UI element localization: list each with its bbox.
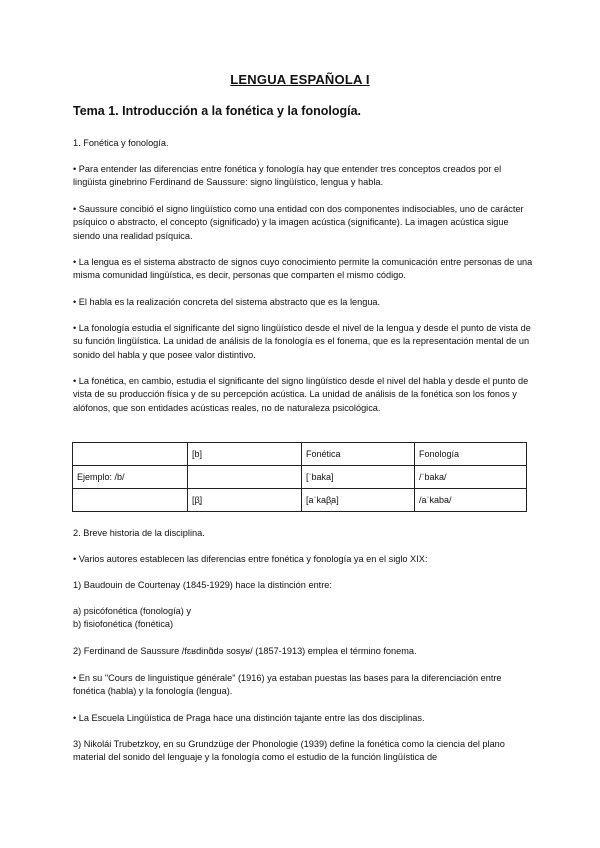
paragraph-bullet: • El habla es la realización concreta del sistema abstracto que es la lengua. — [73, 297, 381, 307]
table-cell: /aˈkaba/ — [415, 489, 527, 512]
table-row — [73, 489, 527, 512]
table-cell — [188, 466, 302, 489]
table-cell: [aˈkaβ̞a] — [302, 489, 415, 512]
table-cell: Ejemplo: /b/ — [73, 466, 188, 489]
document-title: LENGUA ESPAÑOLA I — [230, 72, 370, 87]
table-cell: Fonética — [302, 443, 415, 466]
table-cell — [73, 489, 188, 512]
paragraph-bullet: • En su "Cours de linguistique générale" (1916) ya estaban puestas las bases para la diferenciación entre fonética (habla) y la fonología (lengua). — [73, 673, 502, 697]
paragraph-bullet: • La fonología estudia el significante del signo lingüístico desde el nivel de la lengua y desde el punto de vista de su función lingüística. La unidad de análisis de la fonología es el fonema, que es la representación mental de un sonido del habla y que posee valor distintivo. — [73, 323, 531, 360]
table-cell: [b] — [188, 443, 302, 466]
paragraph-bullet: • La lengua es el sistema abstracto de signos cuyo conocimiento permite la comunicación entre personas de una misma comunidad lingüística, es decir, personas que comparten el mismo código. — [73, 257, 533, 281]
paragraph-bullet: • La fonética, en cambio, estudia el significante del signo lingüístico desde el nivel del habla y desde el punto de vista de su producción física y de su percepción acústica. La unidad de análisis de la fonética son los fonos y alófonos, que son entidades acústicas reales, no de naturaleza psicológica. — [73, 376, 529, 413]
table-cell: [ˈbaka] — [302, 466, 415, 489]
topic-heading: Tema 1. Introducción a la fonética y la fonología. — [73, 104, 362, 118]
table-row — [73, 466, 527, 489]
table-cell: /ˈbaka/ — [415, 466, 527, 489]
table-cell: [β̞] — [188, 489, 302, 512]
list-item: 1) Baudouin de Courtenay (1845-1929) hace la distinción entre: — [73, 580, 332, 590]
list-item: 3) Nikolái Trubetzkoy, en su Grundzüge der Phonologie (1939) define la fonética como la ciencia del plano material del sonido del lenguaje y la fonología como el estudio de la función lingüística de — [73, 739, 505, 763]
section-heading-2: 2. Breve historia de la disciplina. — [73, 528, 205, 538]
list-subitem: a) psicófonética (fonología) y — [73, 606, 191, 616]
paragraph-bullet: • Para entender las diferencias entre fonética y fonología hay que entender tres conceptos creados por el lingüista ginebrino Ferdinand de Saussure: signo lingüístico, lengua y habla. — [73, 164, 502, 188]
table-cell: Fonología — [415, 443, 527, 466]
paragraph-bullet: • Varios autores establecen las diferencias entre fonética y fonología ya en el siglo XIX: — [73, 554, 428, 564]
table-cell — [73, 443, 188, 466]
paragraph-bullet: • Saussure concibió el signo lingüístico como una entidad con dos componentes indisociables, uno de carácter psíquico o abstracto, el concepto (significado) y la imagen acústica (significante). La imagen acústica sigue siendo una realidad psíquica. — [73, 204, 524, 241]
section-heading-1: 1. Fonética y fonología. — [73, 138, 169, 148]
table-row — [73, 443, 527, 466]
paragraph-bullet: • La Escuela Lingüística de Praga hace una distinción tajante entre las dos disciplinas. — [73, 713, 425, 723]
phonetics-table — [72, 442, 527, 512]
list-subitem: b) fisiofonética (fonética) — [73, 619, 174, 629]
list-item: 2) Ferdinand de Saussure /fɛʁdinɑ̃də sosyʁ/ (1857-1913) emplea el término fonema. — [73, 646, 417, 656]
